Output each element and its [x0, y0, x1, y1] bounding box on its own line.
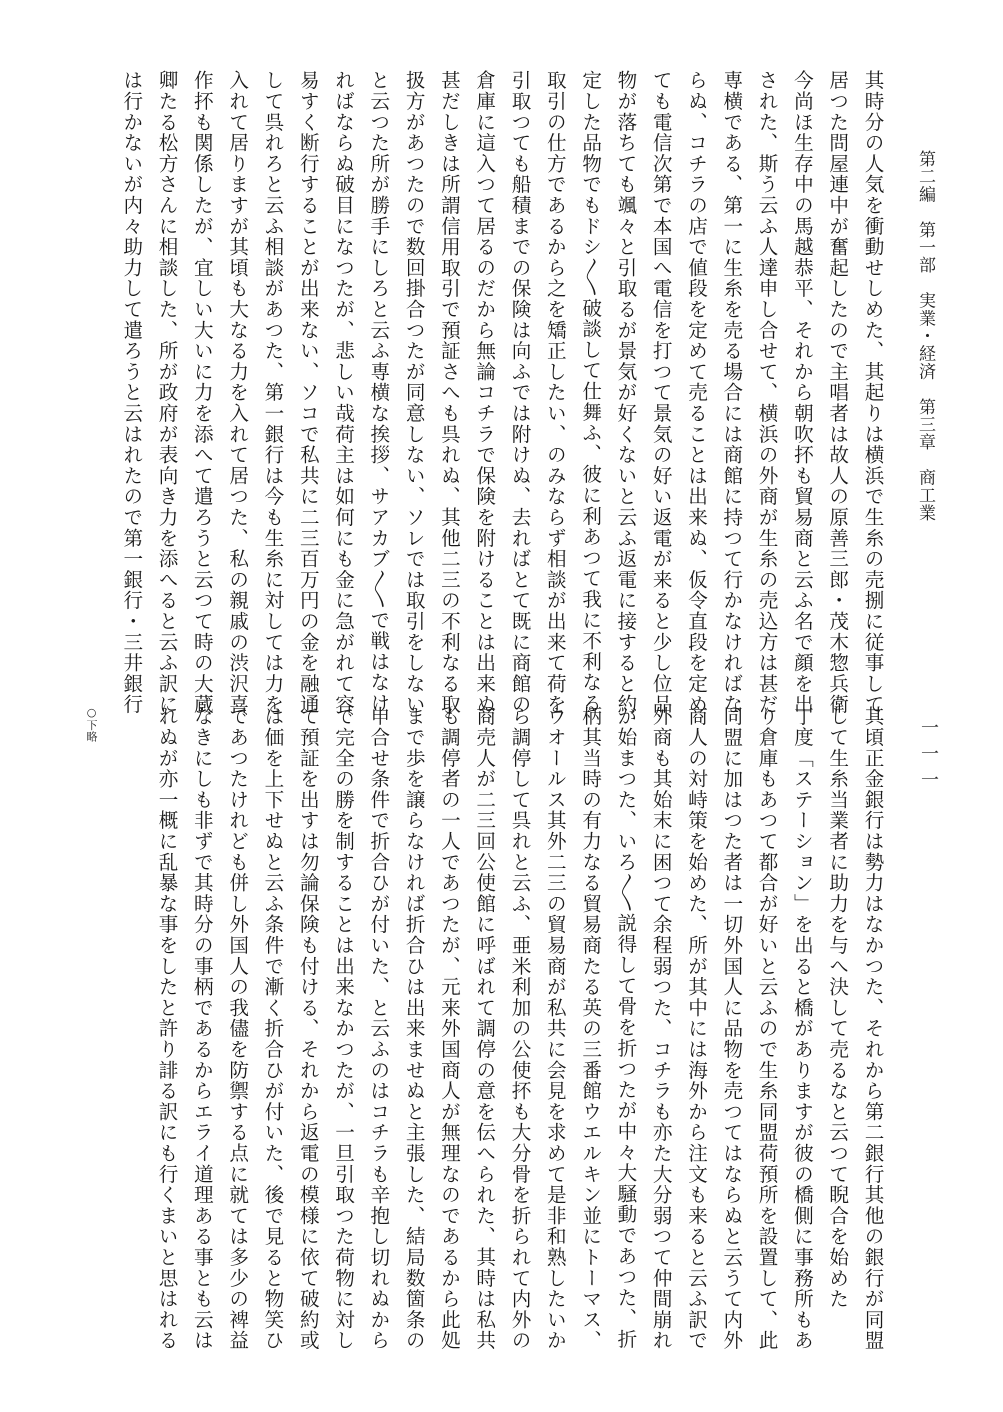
- text-line: れぬが亦一概に乱暴な事をしたと許り誹る訳にも行くまいと思はれる: [155, 706, 179, 1351]
- text-line: 易すく断行することが出来ない、ソコで私共に二三百万円の金を融通: [296, 70, 320, 715]
- upper-text-block: [76, 70, 890, 715]
- page-number: 一一一: [918, 718, 939, 796]
- text-line: 専横である、第一に生糸を売る場合には商館に持つて行かなければな: [719, 70, 743, 715]
- footnote: ○下略: [85, 706, 98, 743]
- text-line: と云つた所が勝手にしろと云ふ専横な挨拶、サアカブ〳〵で戦はなけ: [366, 70, 390, 714]
- text-line: 倉庫に這入つて居るのだから無論コチラで保険を附けることは出来ぬ: [472, 70, 496, 715]
- text-line: ウオールス其外二三の貿易商が私共に会見を求めて是非和熟したいか: [543, 706, 567, 1351]
- text-line: が始まつた、いろ〳〵説得して骨を折つたが中々大騒動であつた、折: [613, 706, 637, 1350]
- text-line: 外商も其始末に困つて余程弱つた、コチラも亦た大分弱つて仲間崩れ: [649, 706, 673, 1351]
- text-line: 柄其当時の有力なる貿易商たる英の三番館ウエルキン並にトーマス、: [578, 706, 602, 1351]
- text-line: ればならぬ破目になつたが、悲しい哉荷主は如何にも金に急がれて容: [331, 70, 355, 715]
- text-line: 定した品物でもドシ〳〵破談して仕舞ふ、彼に利あつて我に不利なる: [578, 70, 602, 714]
- text-line: 引取つても船積までの保険は向ふでは附けぬ、去ればとて既に商館の: [508, 70, 532, 715]
- text-line: て預証を出すは勿論保険も付ける、それから返電の模様に依て破約或: [296, 706, 320, 1351]
- text-line: 今尚ほ生存中の馬越恭平、それから朝吹抔も貿易商と云ふ名で顔を出: [790, 70, 814, 715]
- text-line: 申合せ条件で折合ひが付いた、と云ふのはコチラも辛抱し切れぬから: [366, 706, 390, 1351]
- text-line: ても電信次第で本国へ電信を打つて景気の好い返電が来ると少し位品: [649, 70, 673, 715]
- text-line: 作抔も関係したが、宜しい大いに力を添へて遣ろうと云つて時の大蔵: [190, 70, 214, 715]
- text-line: 其時分の人気を衝動せしめた、其起りは横浜で生糸の売捌に従事して: [861, 70, 884, 715]
- text-line: 商売人が二三回公使館に呼ばれて調停の意を伝へられた、其時は私共: [472, 706, 496, 1351]
- text-line: 扱方があつたので数回掛合つたが同意しない、ソレでは取引をしない: [402, 70, 426, 715]
- text-line: 同盟に加はつた者は一切外国人に品物を売つてはならぬと云うて内外: [719, 706, 743, 1351]
- running-head: 第二編 第一部 実業・経済 第三章 商工業: [915, 150, 935, 522]
- text-line: は行かないが内々助力して遣ろうと云はれたので第一銀行・三井銀行: [119, 70, 143, 715]
- text-line: して呉れろと云ふ相談があつた、第一銀行は今も生糸に対しては力を: [260, 70, 284, 715]
- text-line: して生糸当業者に助力を与へ決して売るなと云つて睨合を始めた: [825, 706, 849, 1310]
- text-line: 商人の対峙策を始めた、所が其中には海外から注文も来ると云ふ訳で: [684, 706, 708, 1351]
- text-line: で完全の勝を制することは出来なかつたが、一旦引取つた荷物に対し: [331, 706, 355, 1351]
- lower-text-block: [76, 706, 890, 1351]
- text-line: 其頃正金銀行は勢力はなかつた、それから第二銀行其他の銀行が同盟: [861, 706, 884, 1351]
- text-line: は価を上下せぬと云ふ条件で漸く折合ひが付いた、後で見ると物笑ひ: [260, 706, 284, 1351]
- text-line: された、斯う云ふ人達申し合せて、横浜の外商が生糸の売込方は甚だ: [755, 70, 779, 715]
- text-line: り倉庫もあつて都合が好いと云ふので生糸同盟荷預所を設置して、此: [755, 706, 779, 1351]
- text-line: 入れて居りますが其頃も大なる力を入れて居つた、私の親戚の渋沢喜: [225, 70, 249, 715]
- text-line: であつたけれども併し外国人の我儘を防禦する点に就ては多少の裨益: [225, 706, 249, 1351]
- text-line: 丁度「ステーション」を出ると橋がありますが彼の橋側に事務所もあ: [790, 706, 814, 1351]
- text-line: まで歩を譲らなければ折合ひは出来ませぬと主張した、結局数箇条の: [402, 706, 426, 1351]
- text-line: 取引の仕方であるから之を矯正したい、のみならず相談が出来て荷を: [543, 70, 567, 715]
- text-line: なきにしも非ずで其時分の事柄であるからエライ道理ある事とも云は: [190, 706, 214, 1351]
- text-line: ら調停して呉れと云ふ、亜米利加の公使抔も大分骨を折られて内外の: [508, 706, 532, 1351]
- text-line: 甚だしきは所謂信用取引で預証さへも呉れぬ、其他二三の不利なる取: [437, 70, 461, 715]
- text-line: も調停者の一人であつたが、元来外国商人が無理なのであるから此処: [437, 706, 461, 1351]
- text-line: らぬ、コチラの店で値段を定めて売ることは出来ぬ、仮令直段を定め: [684, 70, 708, 715]
- text-line: 居つた問屋連中が奮起したので主唱者は故人の原善三郎・茂木惣兵衛: [825, 70, 849, 715]
- text-line: 物が落ちても颯々と引取るが景気が好くないと云ふ返電に接すると約: [613, 70, 637, 715]
- text-line: 卿たる松方さんに相談した、所が政府が表向き力を添へると云ふ訳に: [155, 70, 179, 715]
